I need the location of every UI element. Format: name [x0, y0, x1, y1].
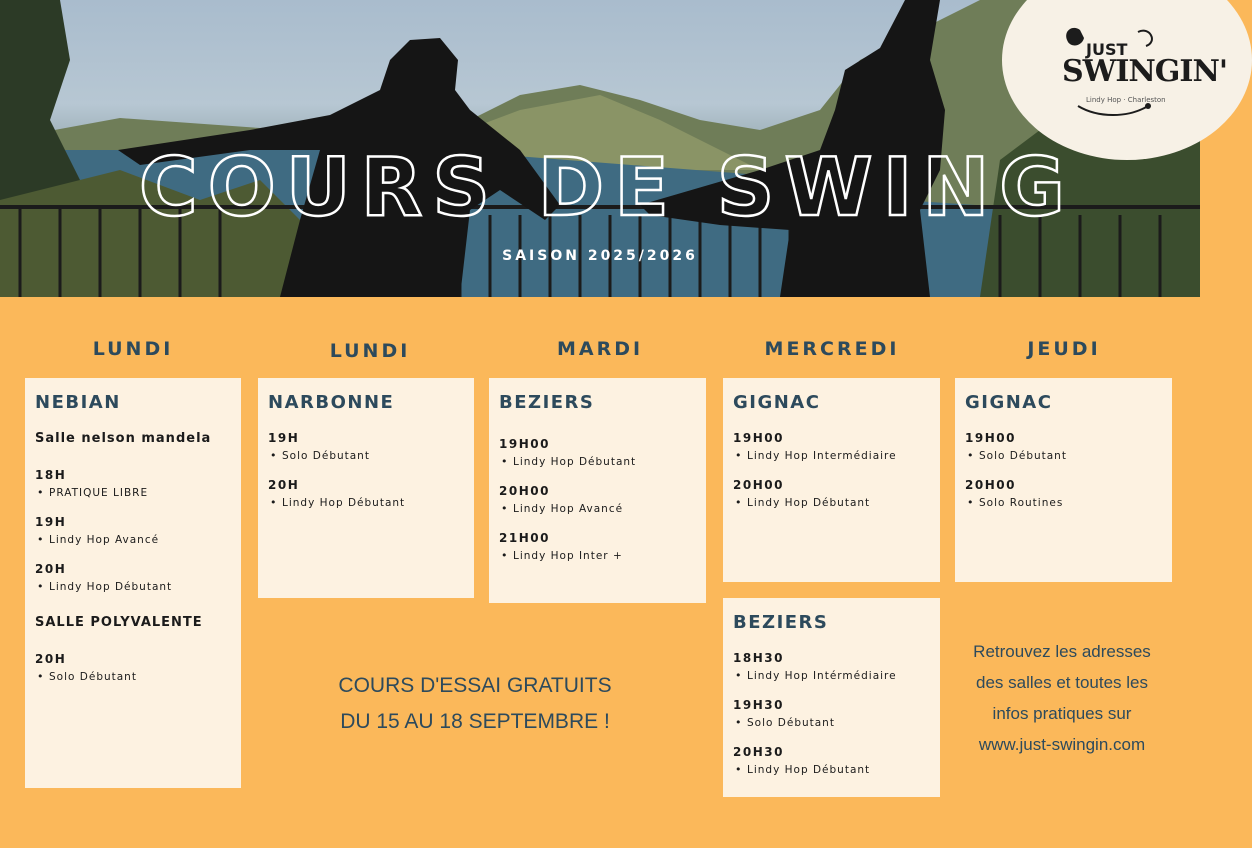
slot-time: 20H: [35, 652, 67, 666]
slot-time: 18H30: [733, 651, 784, 665]
card-city: GIGNAC: [733, 392, 821, 413]
day-heading-jeudi: JEUDI: [1027, 338, 1101, 360]
free-trial-line-2: DU 15 AU 18 SEPTEMBRE !: [340, 710, 610, 733]
page-title: COURS DE SWING: [139, 141, 1075, 234]
slot-time: 19H00: [499, 437, 550, 451]
class-slot: [35, 468, 231, 499]
card-nebian: [25, 378, 241, 788]
class-slot: [965, 431, 1162, 462]
class-slot: [733, 651, 930, 682]
info-line-2: des salles et toutes les: [976, 673, 1148, 692]
card-city: BEZIERS: [733, 612, 829, 633]
card-gignac-mercredi: [723, 378, 940, 582]
slot-time: 19H00: [965, 431, 1016, 445]
free-trial-notice: [320, 668, 630, 740]
class-slot: [268, 478, 464, 509]
card-city: GIGNAC: [965, 392, 1053, 413]
day-heading-mardi: MARDI: [556, 338, 644, 360]
class-slot: [733, 745, 930, 776]
slot-class: • Lindy Hop Intermédiaire: [733, 450, 930, 462]
class-slot: [965, 478, 1162, 509]
slot-time: 18H: [35, 468, 67, 482]
slot-time: 21H00: [499, 531, 550, 545]
card-gignac-jeudi: [955, 378, 1172, 582]
class-slot: [268, 431, 464, 462]
day-heading-mercredi: MERCREDI: [764, 338, 900, 360]
card-city: NARBONNE: [268, 392, 395, 413]
slot-class: • Solo Débutant: [35, 671, 231, 683]
day-heading-lundi-2: LUNDI: [329, 340, 411, 362]
slot-class: • Solo Débutant: [965, 450, 1162, 462]
class-slot: [733, 698, 930, 729]
class-slot: [35, 652, 231, 683]
slot-time: 20H00: [965, 478, 1016, 492]
card-city: NEBIAN: [35, 392, 121, 413]
card-beziers-mercredi: [723, 598, 940, 797]
class-slot: [35, 515, 231, 546]
slot-time: 20H: [35, 562, 67, 576]
slot-class: • Lindy Hop Intérmédiaire: [733, 670, 930, 682]
slot-class: • Solo Débutant: [733, 717, 930, 729]
card-beziers-mardi: [489, 378, 706, 603]
slot-class: • Lindy Hop Débutant: [733, 497, 930, 509]
class-slot: [35, 562, 231, 593]
info-line-3: infos pratiques sur: [992, 704, 1132, 723]
slot-class: • Lindy Hop Débutant: [733, 764, 930, 776]
practical-info: [950, 636, 1174, 760]
class-slot: [499, 437, 696, 468]
logo-text-swingin: SWINGIN': [1062, 54, 1228, 89]
slot-time: 20H00: [733, 478, 784, 492]
slot-class: • Lindy Hop Avancé: [35, 534, 231, 546]
slot-time: 19H: [268, 431, 300, 445]
slot-time: 20H30: [733, 745, 784, 759]
slot-time: 19H30: [733, 698, 784, 712]
slot-class: • Lindy Hop Avancé: [499, 503, 696, 515]
website-url: www.just-swingin.com: [978, 735, 1146, 754]
slot-class: • Lindy Hop Débutant: [499, 456, 696, 468]
slot-class: • Solo Routines: [965, 497, 1162, 509]
venue-name: Salle nelson mandela: [35, 431, 212, 446]
class-slot: [733, 431, 930, 462]
class-slot: [733, 478, 930, 509]
logo-text-just: JUST: [1086, 40, 1128, 59]
venue-name: SALLE POLYVALENTE: [35, 615, 203, 630]
card-narbonne: [258, 378, 474, 598]
day-heading-lundi: LUNDI: [92, 338, 174, 360]
logo-tagline: Lindy Hop · Charleston: [1086, 96, 1166, 104]
slot-time: 20H00: [499, 484, 550, 498]
class-slot: [499, 484, 696, 515]
free-trial-line-1: COURS D'ESSAI GRATUITS: [338, 674, 612, 697]
slot-class: • Lindy Hop Débutant: [268, 497, 464, 509]
slot-class: • Solo Débutant: [268, 450, 464, 462]
season-subtitle: SAISON 2025/2026: [502, 248, 698, 264]
slot-time: 19H00: [733, 431, 784, 445]
info-line-1: Retrouvez les adresses: [973, 642, 1151, 661]
slot-class: • Lindy Hop Débutant: [35, 581, 231, 593]
card-city: BEZIERS: [499, 392, 595, 413]
slot-time: 20H: [268, 478, 300, 492]
slot-class: • Lindy Hop Inter +: [499, 550, 696, 562]
class-slot: [499, 531, 696, 562]
slot-class: • PRATIQUE LIBRE: [35, 487, 231, 499]
slot-time: 19H: [35, 515, 67, 529]
